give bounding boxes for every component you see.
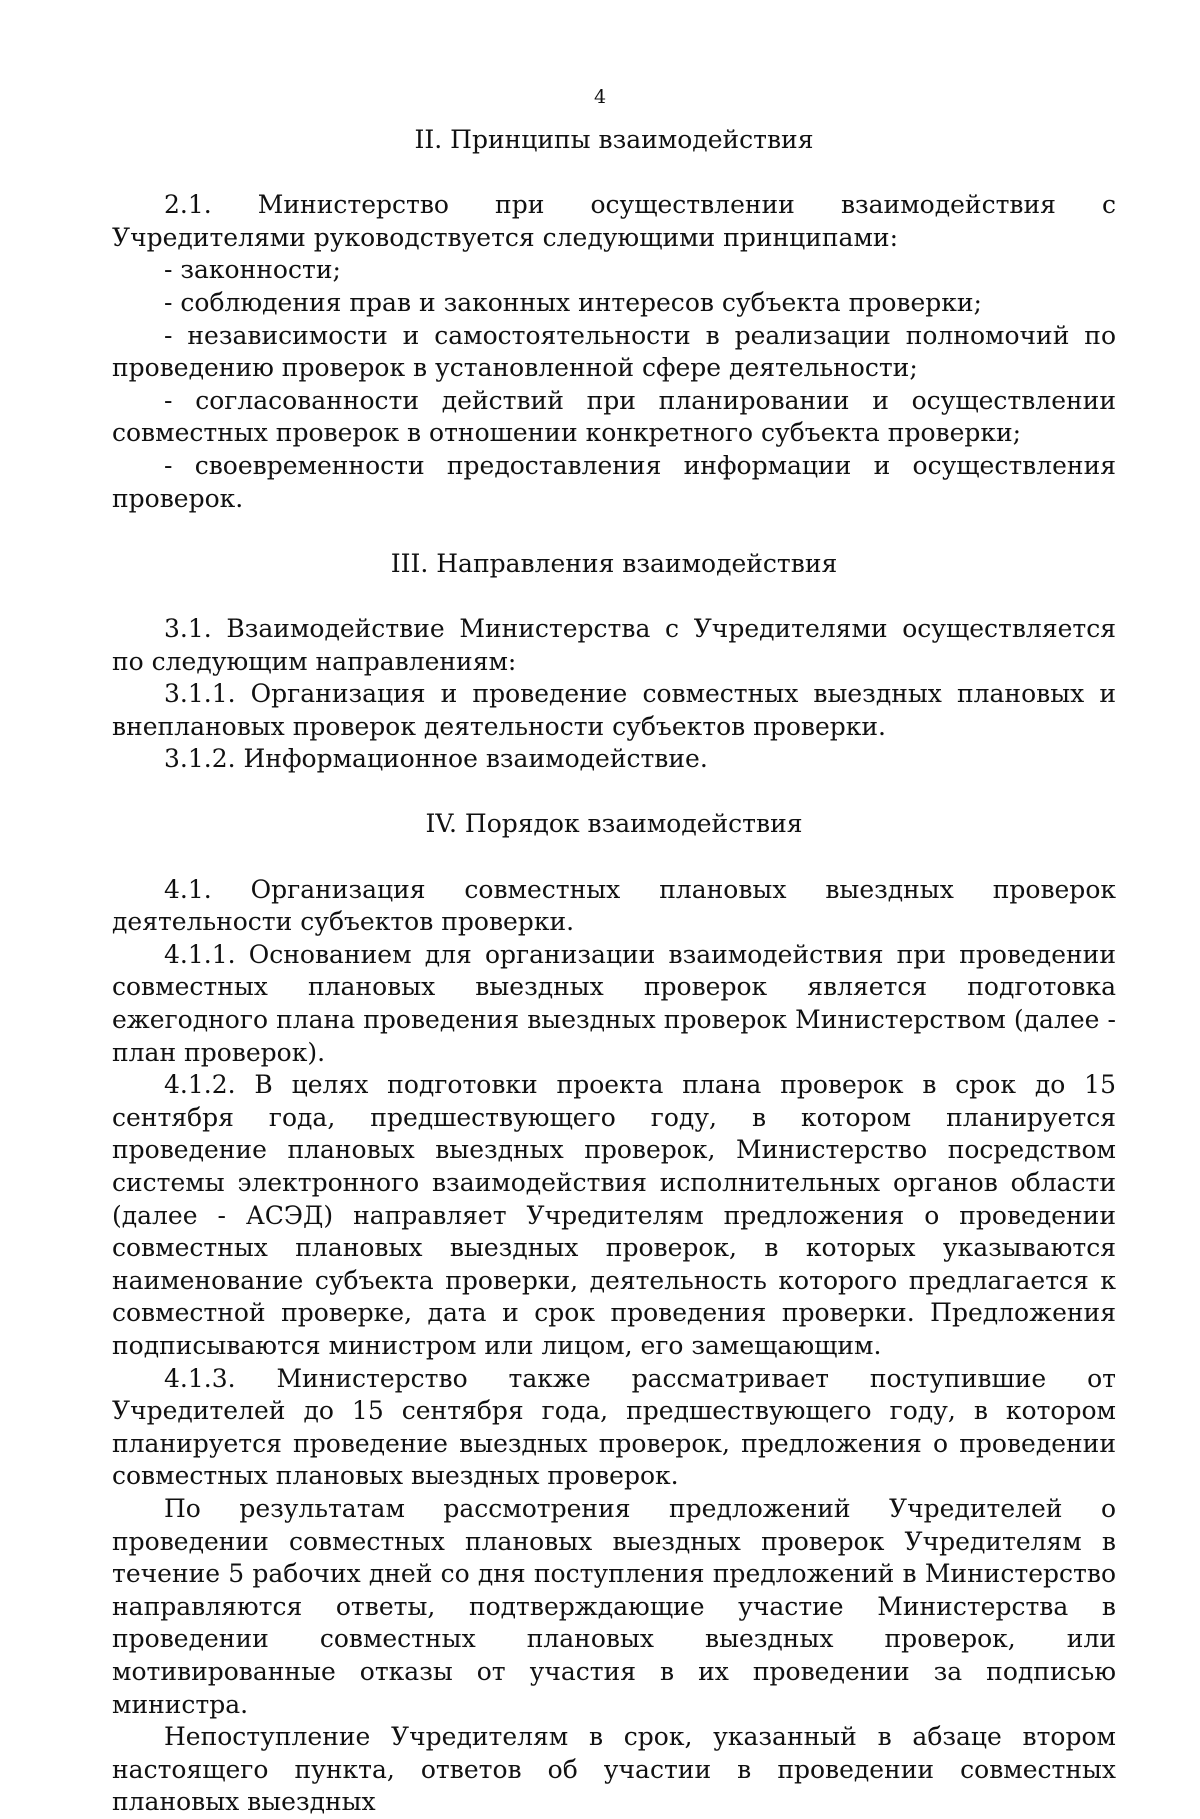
spacer [112,580,1116,613]
spacer [112,776,1116,809]
list-item: - законности; [164,255,341,285]
paragraph: 4.1.3. Министерство также рассматривает поступившие от Учредителей до 15 сентября года, предшествующего году, в котором планируется проведение выездных проверок, предложения о проведении совместных плановых выездных проверок. [112,1363,1116,1491]
paragraph: 3.1.2. Информационное взаимодействие. [164,744,708,774]
section-heading-principles: II. Принципы взаимодействия [414,125,814,154]
page-number: 4 [593,86,607,108]
paragraph: 3.1.1. Организация и проведение совместных выездных плановых и внеплановых проверок деятельности субъектов проверки. [112,679,1116,741]
paragraph: 3.1. Взаимодействие Министерства с Учредителями осуществляется по следующим направлениям: [112,613,1116,676]
paragraph: По результатам рассмотрения предложений Учредителей о проведении совместных плановых выездных проверок Учредителям в течение 5 рабочих дней со дня поступления предложений в Министерство направляются ответы, подтверждающие участие Министерства в проведении совместных плановых выездных проверок, или мотивированные отказы от участия в их проведении за подписью министра. [112,1493,1116,1719]
list-item: - независимости и самостоятельности в реализации полномочий по проведению проверок в установленной сфере деятельности; [112,320,1116,383]
document-body [112,124,1116,1819]
paragraph: 2.1. Министерство при осуществлении взаимодействия с Учредителями руководствуется следующими принципами: [112,190,1116,252]
paragraph: 4.1.2. В целях подготовки проекта плана проверок в срок до 15 сентября года, предшествующего году, в котором планируется проведение плановых выездных проверок, Министерство посредством системы электронного взаимодействия исполнительных органов области (далее - АСЭД) направляет Учредителям предложения о проведении совместных плановых выездных проверок, в которых указываются наименование субъекта проверки, деятельность которого предлагается к совместной проверке, дата и срок проведения проверки. Предложения подписываются министром или лицом, его замещающим. [112,1070,1116,1360]
paragraph: 4.1.1. Основанием для организации взаимодействия при проведении совместных плановых выездных проверок является подготовка ежегодного плана проведения выездных проверок Министерством (далее - план проверок). [112,939,1116,1067]
spacer [112,157,1116,190]
section-heading-procedure: IV. Порядок взаимодействия [425,809,803,839]
list-item: - своевременности предоставления информации и осуществления проверок. [112,450,1116,513]
section-heading-directions: III. Направления взаимодействия [390,548,838,578]
paragraph: Непоступление Учредителям в срок, указанный в абзаце втором настоящего пункта, ответов об участии в проведении совместных плановых выездных [112,1722,1116,1817]
list-item: - соблюдения прав и законных интересов субъекта проверки; [164,287,982,317]
spacer [112,515,1116,548]
spacer [112,841,1116,874]
paragraph: 4.1. Организация совместных плановых выездных проверок деятельности субъектов проверки. [112,874,1116,937]
list-item: - согласованности действий при планировании и осуществлении совместных проверок в отношении конкретного субъекта проверки; [112,385,1116,448]
